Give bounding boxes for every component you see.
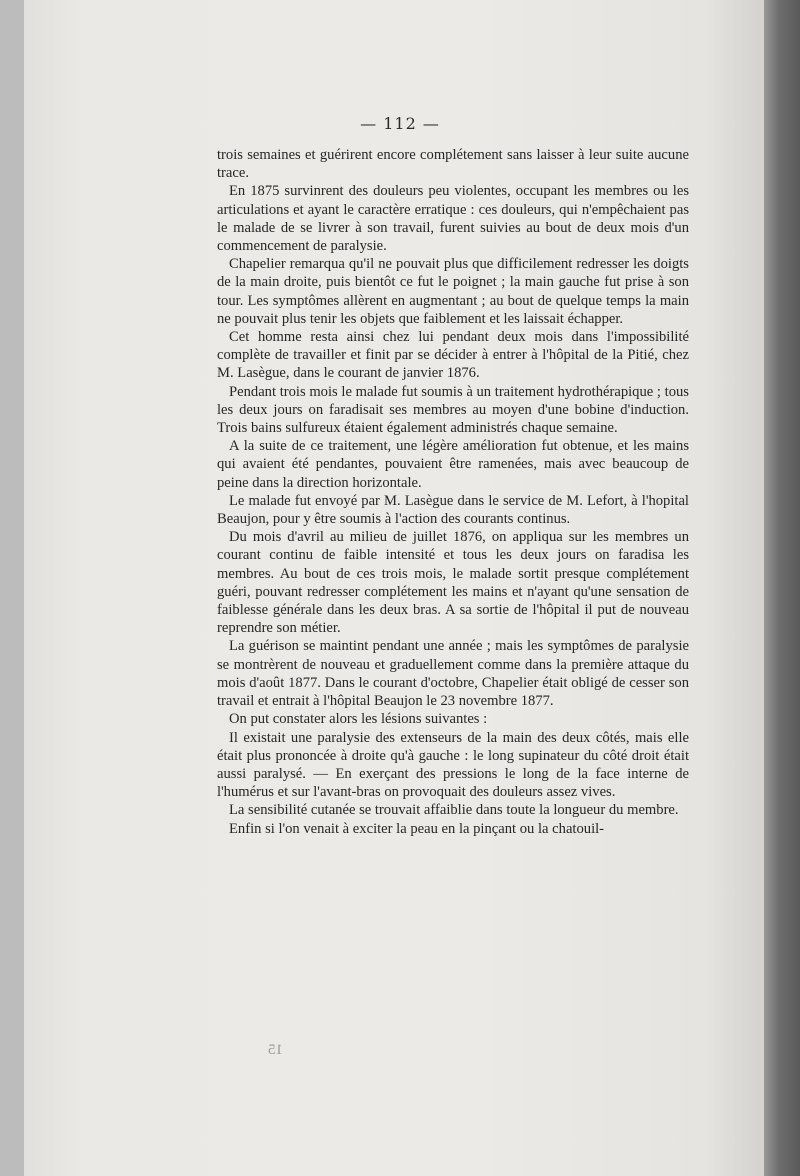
paragraph: Cet homme resta ainsi chez lui pendant deux mois dans l'impossibilité complète de travailler et finit par se décider à entrer à l'hôpital de la Pitié, chez M. Lasègue, dans le courant de janvier 1876. xyxy=(217,329,689,382)
paragraph: Le malade fut envoyé par M. Lasègue dans le service de M. Lefort, à l'hopital Beaujon, pour y être soumis à l'action des courants continus. xyxy=(217,492,689,528)
paragraph: Pendant trois mois le malade fut soumis à un traitement hydrothérapique ; tous les deux jours on faradisait ses membres au moyen d'une bobine d'induction. Trois bains sulfureux étaient également administrés chaque semaine. xyxy=(217,383,689,437)
signature-mark: 15 xyxy=(268,1042,283,1058)
paragraph: A la suite de ce traitement, une légère amélioration fut obtenue, et les mains qui avaient été pendantes, pouvaient être ramenées, mais avec beaucoup de peine dans la direction horizontale. xyxy=(217,438,689,491)
paragraph: En 1875 survinrent des douleurs peu violentes, occupant les membres ou les articulations et ayant le caractère erratique : ces douleurs, qui n'empêchaient pas le malade de se livrer à son travail, furent suivies au bout de deux mois d'un commencement de paralysie. xyxy=(217,183,689,255)
paragraph: Enfin si l'on venait à exciter la peau en la pinçant ou la chatouil- xyxy=(229,820,605,837)
body-text xyxy=(217,146,689,838)
paragraph: Il existait une paralysie des extenseurs de la main des deux côtés, mais elle était plus prononcée à droite qu'à gauche : le long supinateur du côté droit était aussi paralysé. — En exerçant des pressions le long de la face interne de l'humérus et sur l'avant-bras on provoquait des douleurs assez vives. xyxy=(217,729,689,801)
paragraph: Du mois d'avril au milieu de juillet 1876, on appliqua sur les membres un courant continu de faible intensité et tous les deux jours on faradisa les membres. Au bout de ces trois mois, le malade sortit presque complétement guéri, pouvant redresser complétement les mains et n'ayant qu'une sensation de faiblesse générale dans les deux bras. A sa sortie de l'hôpital il put de nouveau reprendre son métier. xyxy=(217,529,689,637)
paragraph: Chapelier remarqua qu'il ne pouvait plus que difficilement redresser les doigts de la main droite, puis bientôt ce fut le poignet ; la main gauche fut prise à son tour. Les symptômes allèrent en augmentant ; au bout de quelque temps la main ne pouvait plus tenir les objets que faiblement et les laissait échapper. xyxy=(217,256,689,327)
paragraph: On put constater alors les lésions suivantes : xyxy=(229,711,488,728)
page-edge-shadow xyxy=(764,0,800,1176)
page-number: — 112 — xyxy=(360,114,440,133)
paragraph: La guérison se maintint pendant une année ; mais les symptômes de paralysie se montrèrent de nouveau et graduellement comme dans la première attaque du mois d'août 1877. Dans le courant d'octobre, Chapelier était obligé de cesser son travail et entrait à l'hôpital Beaujon le 23 novembre 1877. xyxy=(217,638,689,710)
paragraph: La sensibilité cutanée se trouvait affaiblie dans toute la longueur du membre. xyxy=(229,802,679,819)
paragraph: trois semaines et guérirent encore complétement sans laisser à leur suite aucune trace. xyxy=(217,147,689,182)
